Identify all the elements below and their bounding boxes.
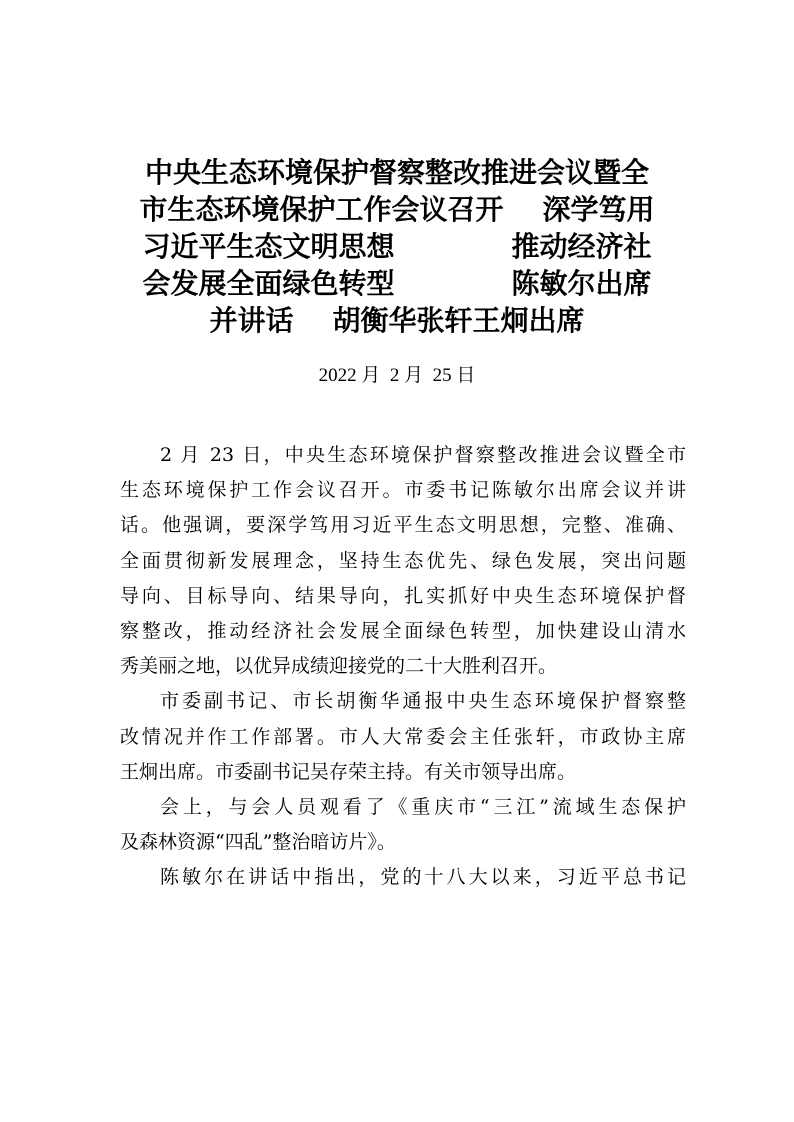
title-line: 会发展全面绿色转型 陈敏尔出席 bbox=[142, 267, 652, 300]
title-line: 中央生态环境保护督察整改推进会议暨全 bbox=[144, 156, 649, 189]
paragraph-line: 察整改，推动经济社会发展全面绿色转型，加快建设山清水 bbox=[120, 620, 686, 643]
title-line: 习近平生态文明思想 推动经济社 bbox=[142, 230, 652, 263]
paragraph-line: 市委副书记、市长胡衡华通报中央生态环境保护督察整 bbox=[160, 690, 686, 713]
paragraph-line: 全面贯彻新发展理念，坚持生态优先、绿色发展，突出问题 bbox=[120, 549, 686, 572]
document-body bbox=[120, 438, 686, 896]
paragraph-line: 改情况并作工作部署。市人大常委会主任张轩，市政协主席 bbox=[120, 725, 686, 748]
paragraph-line: 会上，与会人员观看了《重庆市“三江”流域生态保护 bbox=[160, 796, 686, 819]
title-line: 市生态环境保护工作会议召开 深学笃用 bbox=[139, 193, 655, 226]
paragraph-line: 生态环境保护工作会议召开。市委书记陈敏尔出席会议并讲 bbox=[120, 479, 686, 502]
document-title bbox=[110, 154, 684, 339]
paragraph-line: 秀美丽之地，以优异成绩迎接党的二十大胜利召开。 bbox=[120, 655, 558, 678]
paragraph-line: 王炯出席。市委副书记吴存荣主持。有关市领导出席。 bbox=[120, 760, 577, 783]
paragraph-line: 及森林资源“四乱”整治暗访片》。 bbox=[120, 831, 396, 854]
paragraph-line: 话。他强调，要深学笃用习近平生态文明思想，完整、准确、 bbox=[120, 514, 686, 537]
paragraph-line: 导向、目标导向、结果导向，扎实抓好中央生态环境保护督 bbox=[120, 584, 686, 607]
document-date: 2022 月 2 月 25 日 bbox=[318, 365, 476, 386]
paragraph-line: 2 月 23 日，中央生态环境保护督察整改推进会议暨全市 bbox=[160, 444, 686, 466]
title-line: 并讲话 胡衡华张轩王炯出席 bbox=[209, 304, 585, 337]
paragraph-line: 陈敏尔在讲话中指出，党的十八大以来，习近平总书记 bbox=[160, 866, 686, 889]
